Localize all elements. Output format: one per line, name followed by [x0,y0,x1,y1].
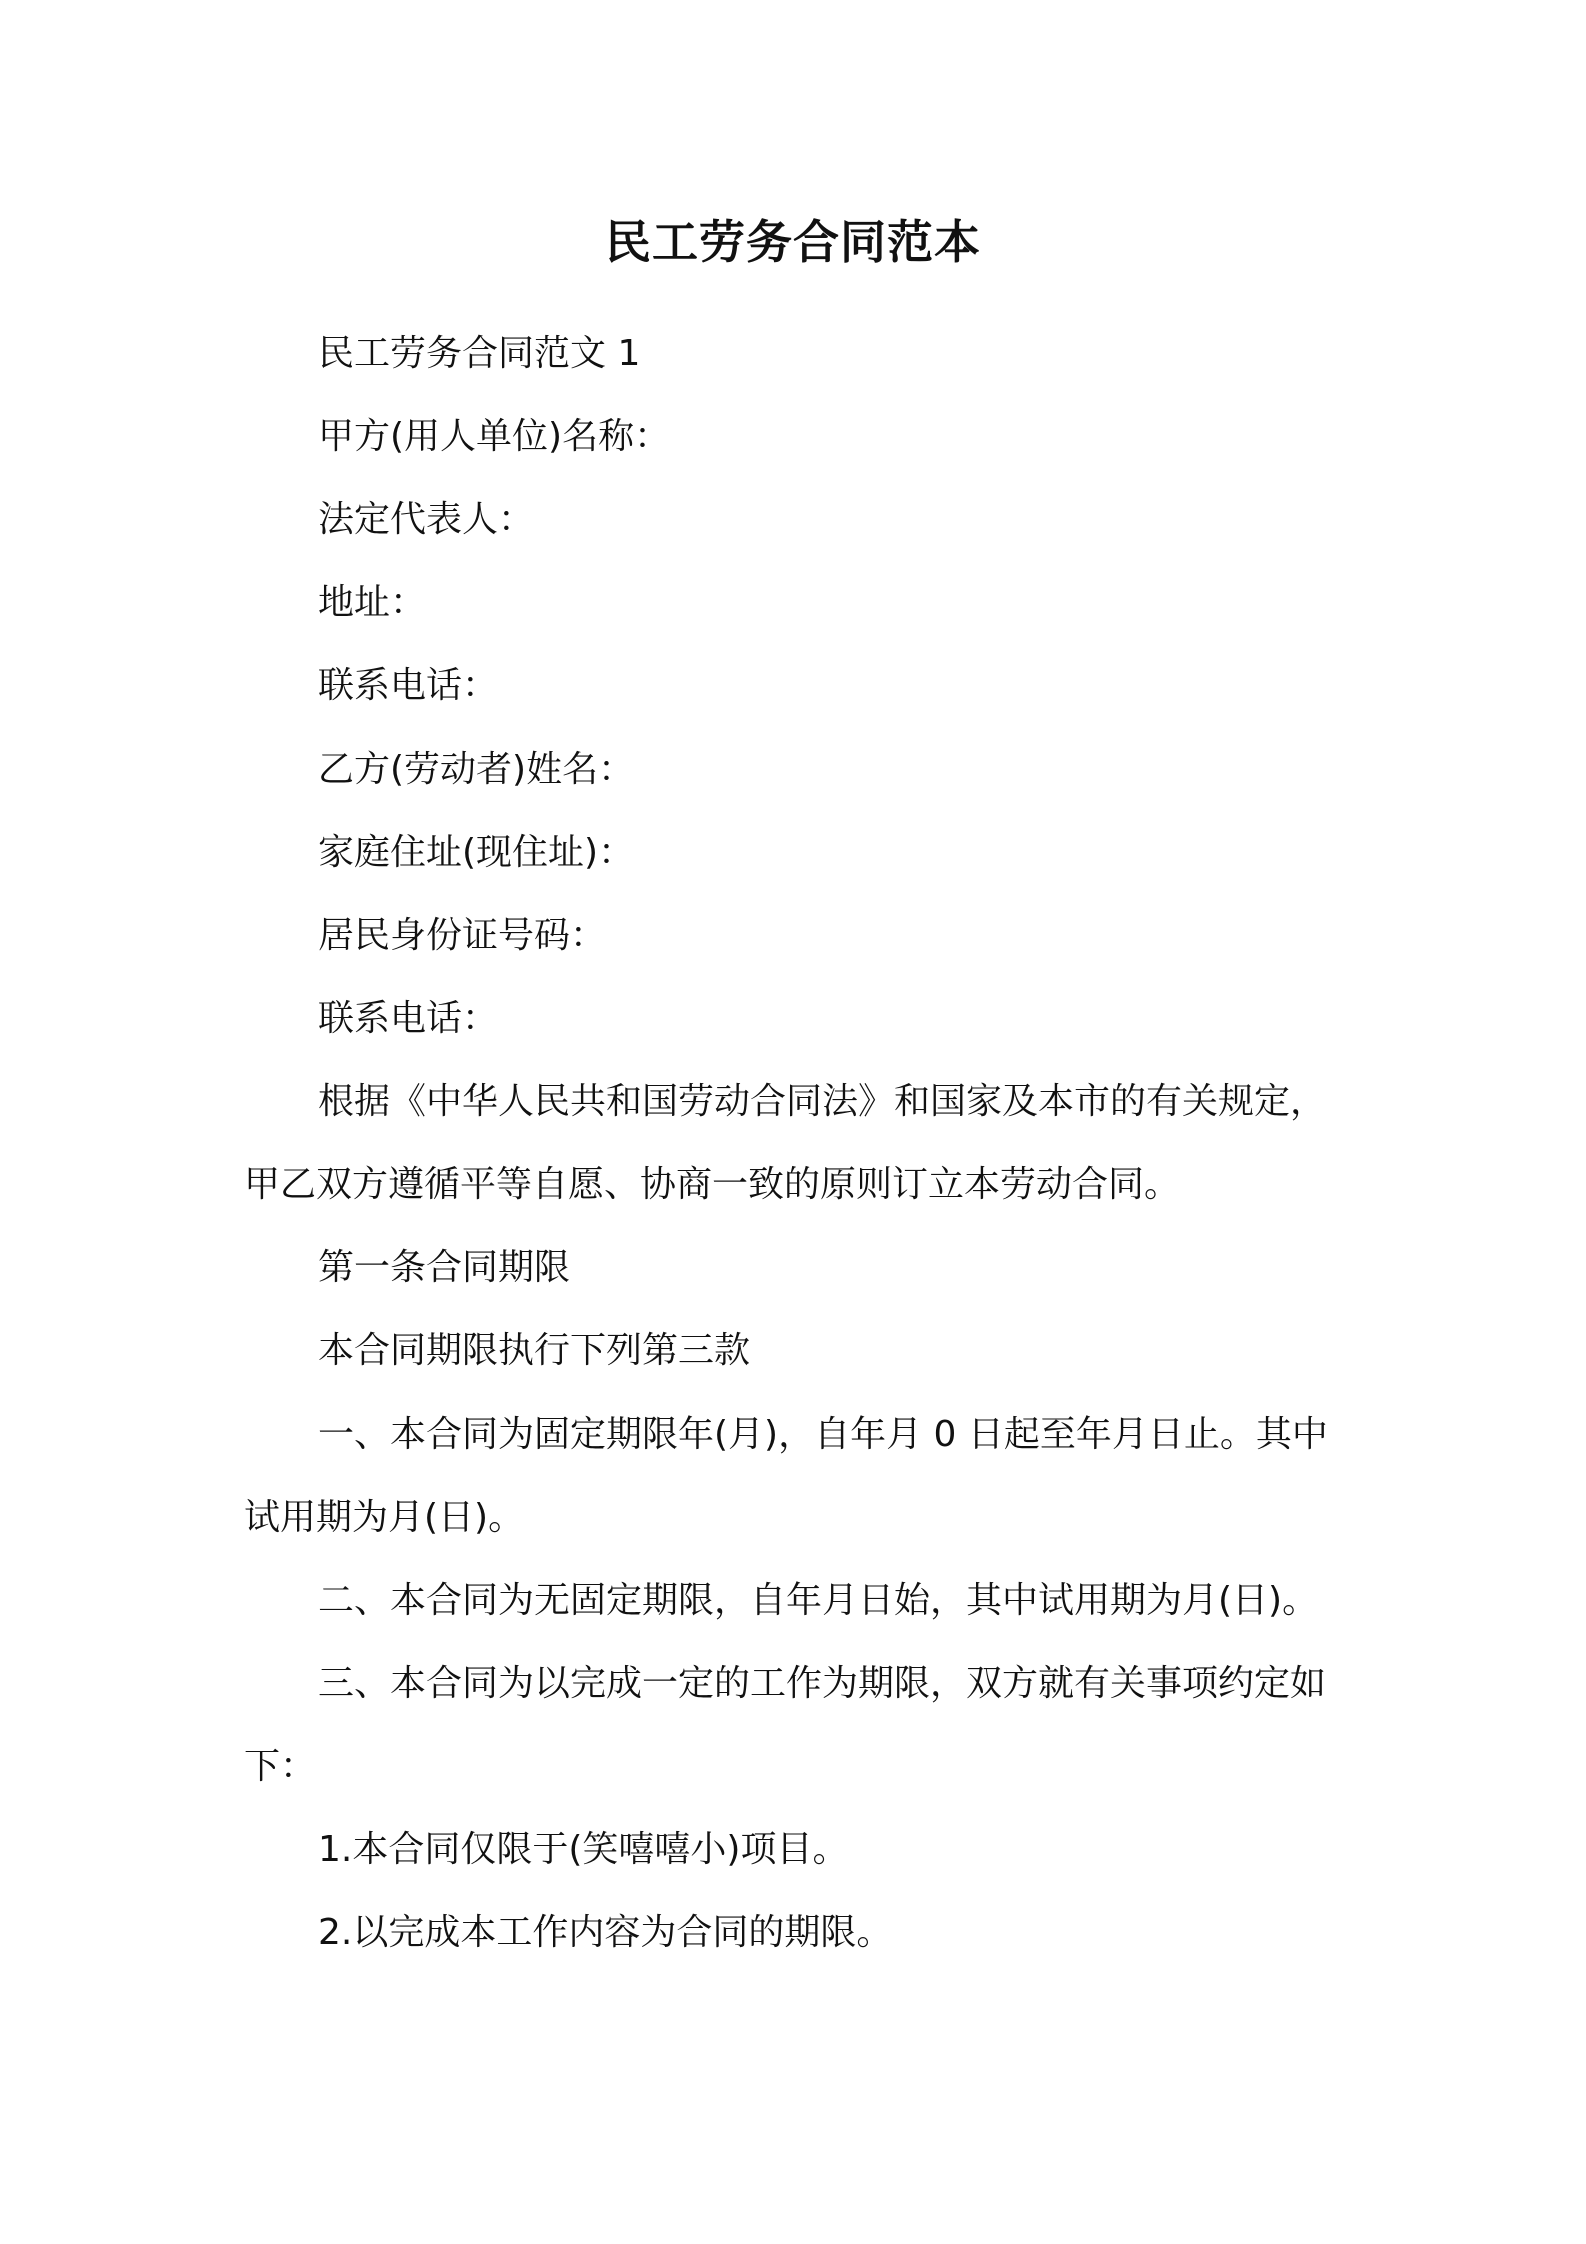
id-number-field: 居民身份证号码： [318,915,607,956]
party-a-phone-field: 联系电话： [318,665,499,706]
document-title: 民工劳务合同范本 [605,215,981,269]
party-b-name-field: 乙方(劳动者)姓名： [318,749,635,790]
party-a-name-field: 甲方(用人单位)名称： [318,416,671,457]
paragraph-line: 本合同期限执行下列第三款 [318,1330,751,1371]
subtitle-line: 民工劳务合同范文 1 [318,333,641,374]
paragraph-line: 根据《中华人民共和国劳动合同法》和国家及本市的有关规定， [318,1081,1327,1122]
legal-representative-field: 法定代表人： [318,499,535,540]
home-address-field: 家庭住址(现住址)： [318,832,635,873]
clause-line: 下： [244,1746,317,1787]
clause-line: 试用期为月(日)。 [244,1497,525,1538]
paragraph-line: 甲乙双方遵循平等自愿、协商一致的原则订立本劳动合同。 [244,1164,1181,1205]
clause-line: 三、本合同为以完成一定的工作为期限，双方就有关事项约定如 [318,1663,1327,1704]
clause-line: 二、本合同为无固定期限，自年月日始，其中试用期为月(日)。 [318,1580,1319,1621]
article-heading: 第一条合同期限 [318,1247,571,1288]
list-item: 1.本合同仅限于(笑嘻嘻小)项目。 [318,1829,849,1870]
list-item: 2.以完成本工作内容为合同的期限。 [318,1912,893,1953]
clause-line: 一、本合同为固定期限年(月)，自年月 0 日起至年月日止。其中 [318,1414,1328,1455]
address-field: 地址： [318,582,427,623]
party-b-phone-field: 联系电话： [318,998,499,1039]
